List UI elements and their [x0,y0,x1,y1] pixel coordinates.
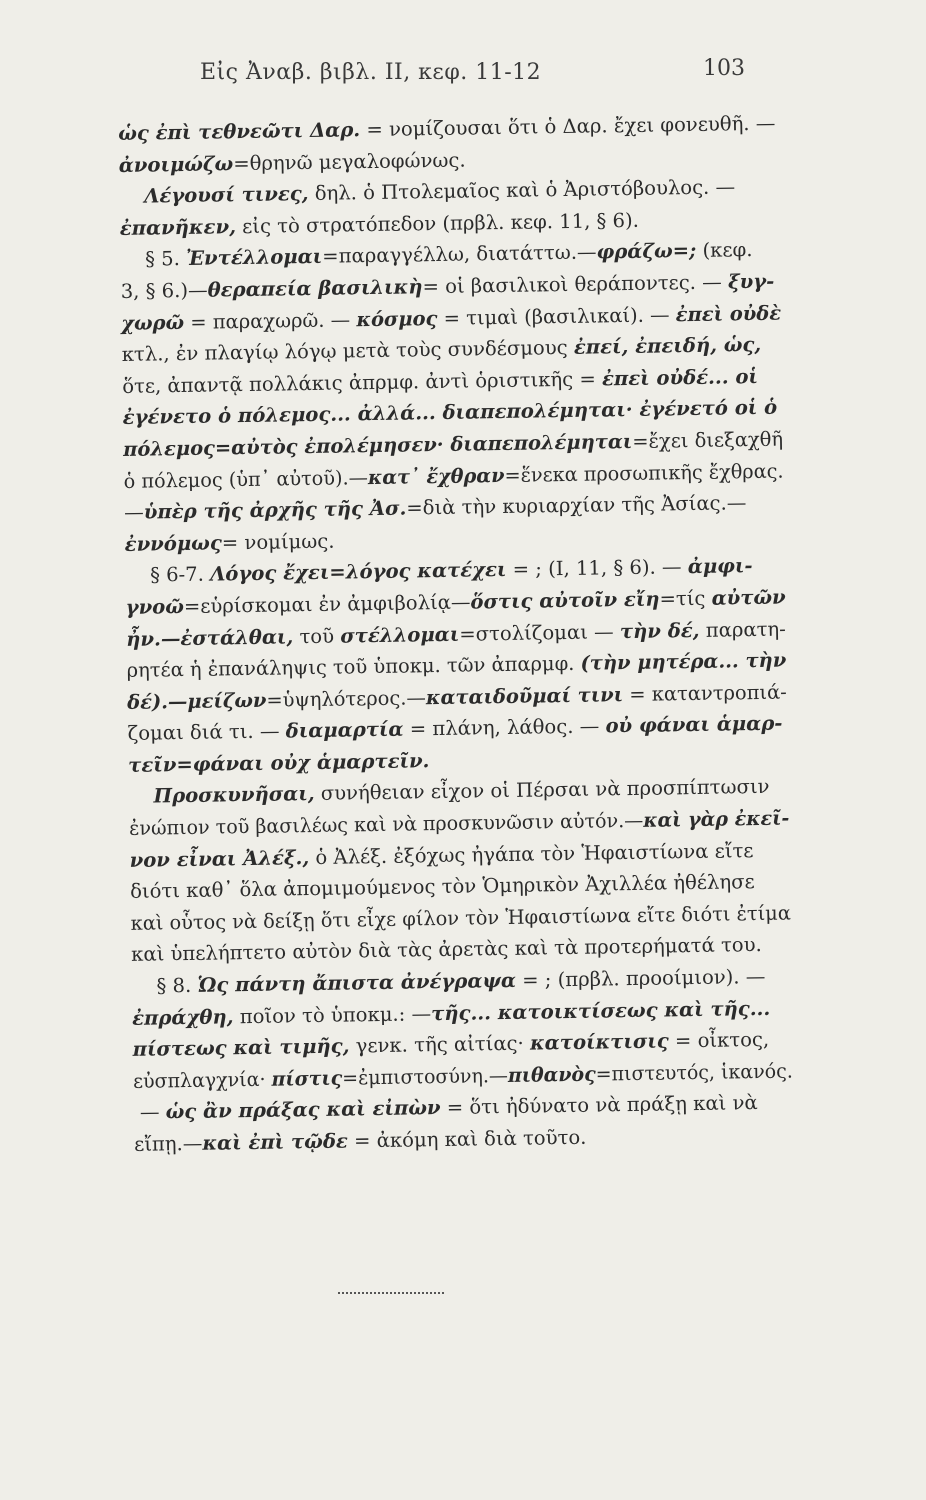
lemma-term: Λόγος ἔχει=λόγος κατέχει [209,558,507,586]
lemma-term: τὴν δέ, [619,618,700,643]
lemma-term: χωρῶ [121,310,185,335]
gloss-text: =ἔχει διεξαχθῆ [632,427,784,453]
gloss-text: = ; (πρβλ. προοίμιον). — [515,964,766,992]
lemma-term: Ἐντέλλομαι [185,245,323,271]
gloss-text: εἴπῃ.— [133,1131,203,1156]
lemma-term: ὡς ἂν πράξας καὶ εἰπὼν [165,1096,441,1124]
lemma-term: στέλλομαι [340,622,460,648]
lemma-term: ὡς ἐπὶ τεθνεῶτι Δαρ. [118,118,361,145]
gloss-text: διότι καθ᾽ ὅλα ἀπομιμούμενος τὸν Ὁμηρικὸν Ἀχιλλέα ἠθέλησε [129,870,755,904]
running-title: Εἰς Ἀναβ. βιβλ. II, κεφ. 11-12 [200,60,542,85]
gloss-text: εἰς τὸ στρατόπεδον (πρβλ. κεφ. 11, § 6). [235,208,640,238]
gloss-text: =εὑρίσκομαι ἐν ἀμφιβολίᾳ— [183,590,471,618]
gloss-text: — [133,1100,166,1125]
lemma-term: καὶ γὰρ ἐκεῖ- [643,806,790,832]
gloss-text: = οἱ βασιλικοὶ θεράποντες. — [422,270,729,299]
commentary-text [118,108,794,1161]
lemma-term: γνοῶ [125,594,185,619]
gloss-text: (κεφ. [696,238,753,263]
gloss-text: = παραχωρῶ. — [183,307,357,334]
running-header [0,56,926,92]
end-rule [338,1292,444,1294]
lemma-term: πόλεμος=αὐτὸς ἐπολέμησεν· διαπεπολέμηται [123,429,633,461]
gloss-text: = νομίζουσαι ὅτι ὁ Δαρ. ἔχει φονευθῆ. — [359,111,776,142]
gloss-text: =τίς [659,586,712,611]
gloss-text: = καταντροπιά- [622,680,787,706]
gloss-text: ὁ Ἀλέξ. ἐξόχως ἠγάπα τὸν Ἡφαιστίωνα εἴτε [309,838,754,869]
lemma-term: νον εἶναι Ἀλέξ., [129,845,310,872]
gloss-text: — [124,500,144,525]
gloss-text: = ; (I, 11, § 6). — [506,555,688,582]
gloss-text: ὅτε, ἀπαντᾷ πολλάκις ἀπρμφ. ἀντὶ ὁριστικῆς = [122,367,603,398]
gloss-text: =πιστευτός, ἱκανός. [595,1059,793,1086]
gloss-text: = ἀκόμη καὶ διὰ τοῦτο. [347,1125,587,1153]
gloss-text: γενκ. τῆς αἰτίας· [349,1031,531,1058]
lemma-term: κατ᾽ ἔχθραν [367,463,505,489]
lemma-term: ἐπεὶ οὐδὲ [675,301,782,326]
lemma-term: αὐτῶν [711,585,786,610]
gloss-text: συνήθειαν εἶχον οἱ Πέρσαι νὰ προσπίπτωσιν [314,775,770,806]
lemma-term: τῆς... κατοικτίσεως καὶ τῆς... [430,996,771,1025]
lemma-term: ἐννόμως [124,531,222,556]
gloss-text: τοῦ [293,624,341,648]
gloss-text: = ὅτι ἠδύνατο νὰ πράξῃ καὶ νὰ [440,1091,758,1120]
gloss-text: ἐνώπιον τοῦ βασιλέως καὶ νὰ προσκυνῶσιν αὐτόν.— [128,808,644,840]
lemma-term: κατοίκτισις [529,1029,669,1055]
gloss-text: ρητέα ἡ ἐπανάληψις τοῦ ὑποκμ. τῶν ἀπαρμφ. [126,651,581,683]
gloss-text: = τιμαὶ (βασιλικαί). — [437,302,676,330]
gloss-text: κτλ., ἐν πλαγίῳ λόγῳ μετὰ τοὺς συνδέσμους [121,336,575,367]
gloss-text: = νομίμως. [221,529,335,555]
lemma-term: ἐπράχθη, [131,1004,234,1030]
lemma-term: ἐπανῆκεν, [119,214,237,240]
lemma-term: θεραπεία βασιλικὴ [207,275,423,302]
gloss-text [128,785,153,808]
gloss-text: =διὰ τὴν κυριαρχίαν τῆς Ἀσίας.— [406,491,747,520]
lemma-term: καταιδοῦμαί τινι [425,682,624,709]
gloss-text: ποῖον τὸ ὑποκμ.: — [233,1001,432,1028]
lemma-term: ἀμφι- [687,554,753,579]
lemma-term: ἐγένετο ὁ πόλεμος... ἀλλά... διαπεπολέμηται· ἐγένετό οἱ ὁ [122,396,778,430]
page-number: 103 [703,56,745,81]
lemma-term: διαμαρτία [285,717,404,743]
gloss-text: =ὑψηλότερος.— [266,685,427,712]
gloss-text: παρατη- [699,617,786,642]
gloss-text: ζομαι διά τι. — [127,719,286,746]
gloss-text: δηλ. ὁ Πτολεμαῖος καὶ ὁ Ἀριστόβουλος. — [308,175,736,206]
gloss-text: § 6-7. [125,562,211,588]
gloss-text [119,185,144,208]
lemma-term: καὶ ἐπὶ τῷδε [202,1129,349,1155]
lemma-term: κόσμος [356,306,438,331]
lemma-term: (τὴν μητέρα... τὴν [580,648,787,675]
lemma-term: ὅστις αὐτοῖν εἴη [470,587,660,614]
gloss-text: καὶ οὗτος νὰ δείξῃ ὅτι εἶχε φίλον τὸν Ἡφαιστίωνα εἴτε διότι ἐτίμα [130,901,791,935]
gloss-text: = οἶκτος, [668,1028,770,1053]
lemma-term: τεῖν=φάναι οὐχ ἁμαρτεῖν. [127,749,430,777]
gloss-text: § 8. [131,973,198,998]
lemma-term: ἦν.—ἐστάλθαι, [126,624,294,651]
gloss-text: ὁ πόλεμος (ὑπ᾽ αὐτοῦ).— [123,465,369,493]
gloss-text: =ἐμπιστοσύνη.— [341,1063,509,1090]
lemma-term: ἐπεὶ οὐδέ... οἱ [601,364,759,391]
lemma-term: ὑπὲρ τῆς ἀρχῆς τῆς Ἀσ. [143,496,407,524]
gloss-text: =ἕνεκα προσωπικῆς ἔχθρας. [504,459,784,487]
lemma-term: φράζω=; [596,239,697,264]
lemma-term: πιθανὸς [507,1062,596,1087]
lemma-term: πίστις [271,1066,343,1091]
lemma-term: πίστεως καὶ τιμῆς, [132,1034,350,1062]
lemma-term: Προσκυνῆσαι, [153,782,315,808]
lemma-term: ἐπεί, ἐπειδή, ὡς, [573,333,762,360]
gloss-text: καὶ ὑπελήπτετο αὐτὸν διὰ τὰς ἀρετὰς καὶ τὰ προτερήματά του. [130,933,762,967]
lemma-term: δέ).—μείζων [126,688,267,714]
lemma-term: ξυγ- [727,269,775,294]
lemma-term: ἀνοιμώζω [118,151,234,177]
gloss-text: εὐσπλαγχνία· [132,1067,272,1093]
gloss-text: 3, § 6.)— [120,278,208,303]
gloss-text: =παραγγέλλω, διατάττω.— [322,240,597,269]
lemma-term: οὐ φάναι ἁμαρ- [605,711,783,738]
gloss-text: =στολίζομαι — [459,619,621,646]
gloss-text: =θρηνῶ μεγαλοφώνως. [233,148,466,175]
lemma-term: Ὡς πάντη ἄπιστα ἀνέγραψα [197,968,517,997]
lemma-term: Λέγουσί τινες, [143,182,309,208]
gloss-text: § 5. [120,247,187,272]
gloss-text: = πλάνη, λάθος. — [403,714,606,741]
